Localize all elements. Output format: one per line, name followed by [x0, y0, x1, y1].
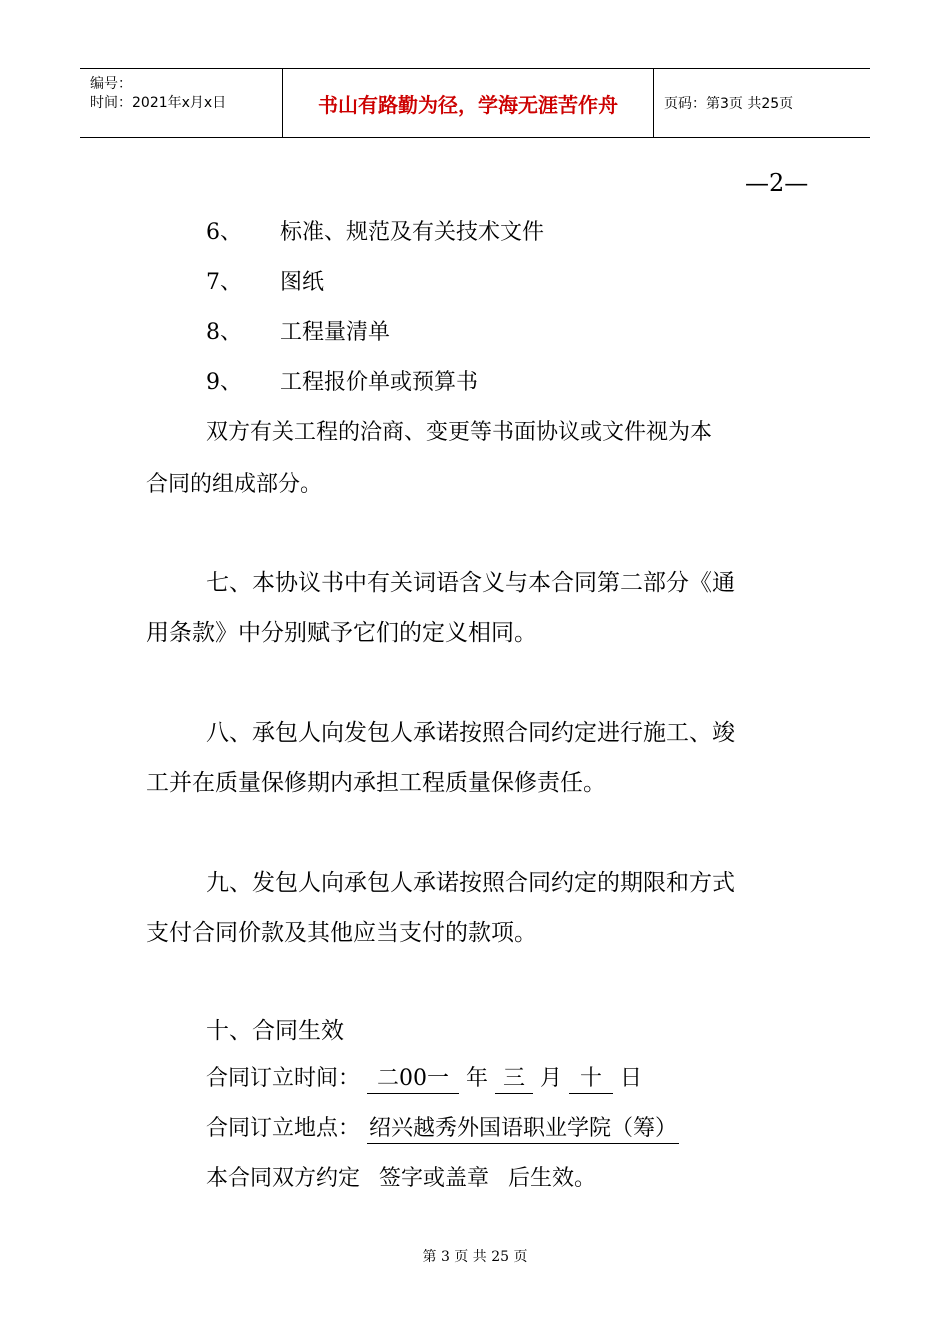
paragraph-line: 双方有关工程的洽商、变更等书面协议或文件视为本 [206, 420, 713, 445]
sign-place-value: 绍兴越秀外国语职业学院（筹） [367, 1115, 679, 1144]
effect-text-pre: 本合同双方约定 [206, 1166, 361, 1191]
sign-month-unit: 月 [540, 1066, 563, 1091]
list-item-number: 7、 [206, 270, 242, 295]
sign-place-label: 合同订立地点： [206, 1116, 361, 1141]
list-item-number: 6、 [206, 220, 242, 245]
document-number-label: 编号： [90, 76, 132, 92]
list-item-text: 工程报价单或预算书 [280, 370, 479, 395]
page-footer: 第 3 页 共 25 页 [422, 1249, 528, 1265]
sign-day-value: 十 [569, 1065, 613, 1094]
page-header [80, 68, 870, 138]
list-item-number: 9、 [206, 370, 242, 395]
effect-row [206, 1164, 596, 1194]
sign-month-value: 三 [495, 1065, 533, 1094]
clause-nine-line: 支付合同价款及其他应当支付的款项。 [146, 920, 537, 946]
header-meta [80, 69, 283, 137]
sign-place-row [206, 1114, 679, 1144]
header-motto: 书山有路勤为径，学海无涯苦作舟 [283, 69, 654, 137]
page-marker: —2— [745, 169, 809, 197]
clause-seven-line: 七、本协议书中有关词语含义与本合同第二部分《通 [206, 570, 735, 596]
sign-day-unit: 日 [620, 1066, 643, 1091]
list-item-text: 工程量清单 [280, 320, 391, 345]
effect-text-mid: 签字或盖章 [379, 1166, 490, 1191]
list-item-text: 图纸 [280, 270, 325, 295]
document-date-label: 时间：2021年x月x日 [90, 95, 227, 111]
list-item-number: 8、 [206, 320, 242, 345]
header-page-number: 页码：第3页 共25页 [664, 96, 794, 112]
clause-ten-heading: 十、合同生效 [206, 1018, 344, 1044]
clause-nine-line: 九、发包人向承包人承诺按照合同约定的期限和方式 [206, 870, 735, 896]
sign-time-row [206, 1064, 642, 1094]
sign-year-value: 二00一 [367, 1065, 459, 1094]
sign-time-label: 合同订立时间： [206, 1066, 361, 1091]
clause-eight-line: 工并在质量保修期内承担工程质量保修责任。 [146, 770, 606, 796]
paragraph-line: 合同的组成部分。 [146, 472, 323, 497]
list-item-text: 标准、规范及有关技术文件 [280, 220, 545, 245]
sign-year-unit: 年 [466, 1066, 489, 1091]
clause-seven-line: 用条款》中分别赋予它们的定义相同。 [146, 620, 537, 646]
clause-eight-line: 八、承包人向发包人承诺按照合同约定进行施工、竣 [206, 720, 735, 746]
effect-text-post: 后生效。 [508, 1166, 597, 1191]
